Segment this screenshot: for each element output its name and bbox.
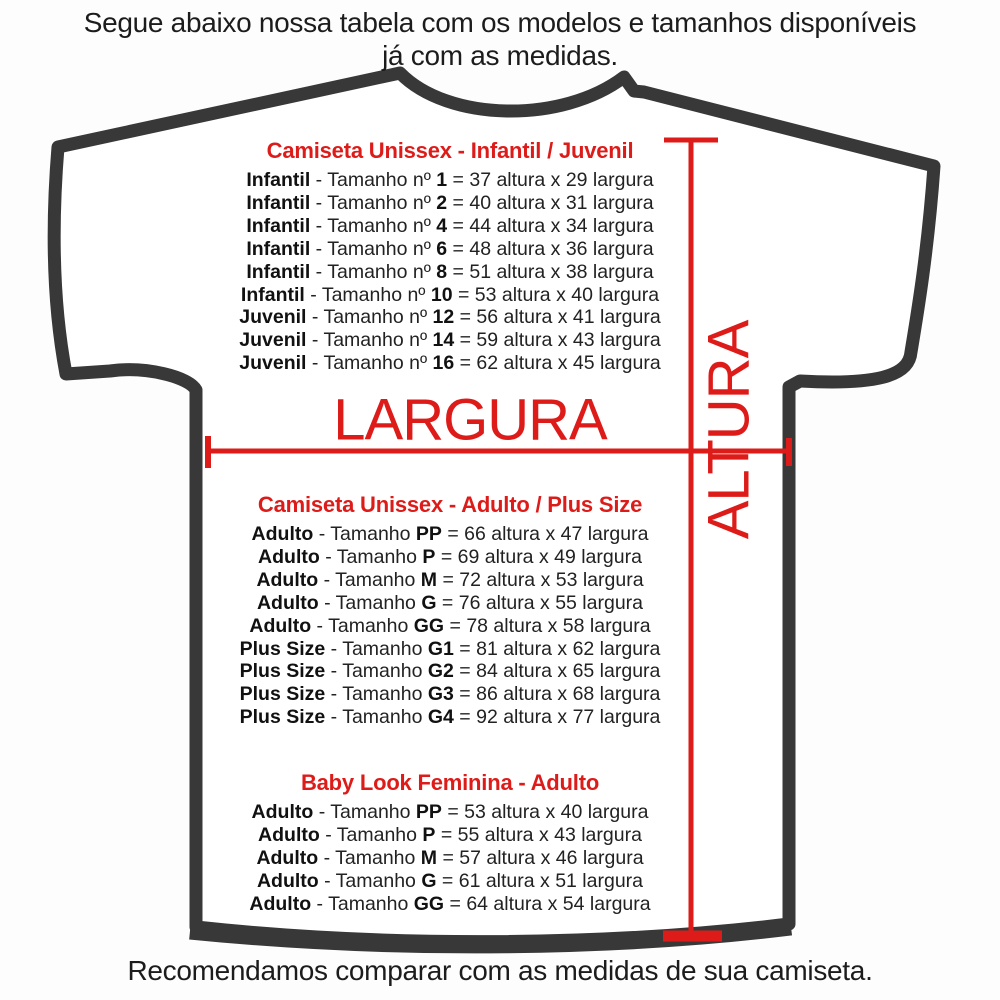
section-title: Baby Look Feminina - Adulto [300,770,600,795]
size-row: Plus Size - Tamanho G2 = 84 altura x 65 largura [239,660,661,683]
size-row: Adulto - Tamanho P = 69 altura x 49 largura [258,545,642,568]
footer-caption: Recomendamos comparar com as medidas de sua camiseta. [127,955,873,986]
header-caption-line2: já com as medidas. [382,40,618,71]
section-title: Camiseta Unissex - Infantil / Juvenil [266,138,634,163]
section-rows [130,169,770,375]
size-row: Juvenil - Tamanho nº 12 = 56 altura x 41 largura [239,306,661,329]
size-row: Juvenil - Tamanho nº 16 = 62 altura x 45 largura [239,352,661,375]
size-row: Adulto - Tamanho M = 72 altura x 53 largura [256,568,644,591]
section-adulto-plus-size [130,492,770,729]
section-infantil-juvenil [130,138,770,375]
size-row: Adulto - Tamanho GG = 64 altura x 54 largura [249,892,651,915]
size-row: Infantil - Tamanho nº 1 = 37 altura x 29 largura [246,169,654,191]
size-row: Infantil - Tamanho nº 6 = 48 altura x 36 largura [246,237,654,260]
size-row: Adulto - Tamanho GG = 78 altura x 58 largura [249,614,651,637]
size-row: Adulto - Tamanho G = 76 altura x 55 largura [256,591,644,614]
size-row: Plus Size - Tamanho G3 = 86 altura x 68 largura [239,683,661,706]
size-row: Infantil - Tamanho nº 8 = 51 altura x 38 largura [246,260,654,283]
size-row: Adulto - Tamanho PP = 66 altura x 47 largura [251,523,649,545]
largura-dimension-label: LARGURA [333,387,607,453]
section-rows [130,801,770,916]
header-caption-line1: Segue abaixo nossa tabela com os modelos e tamanhos disponíveis [83,7,917,38]
header-caption [0,6,1000,72]
size-row: Adulto - Tamanho P = 55 altura x 43 largura [258,823,642,846]
size-row: Adulto - Tamanho PP = 53 altura x 40 largura [251,801,649,823]
size-row: Plus Size - Tamanho G4 = 92 altura x 77 largura [239,706,661,729]
section-rows [130,523,770,729]
section-baby-look [130,770,770,916]
size-row: Infantil - Tamanho nº 2 = 40 altura x 31 largura [246,191,654,214]
size-row: Juvenil - Tamanho nº 14 = 59 altura x 43 largura [239,329,661,352]
size-row: Infantil - Tamanho nº 10 = 53 altura x 40 largura [240,283,660,306]
size-row: Infantil - Tamanho nº 4 = 44 altura x 34 largura [246,214,654,237]
size-row: Plus Size - Tamanho G1 = 81 altura x 62 largura [239,637,661,660]
size-row: Adulto - Tamanho M = 57 altura x 46 largura [256,846,644,869]
altura-dimension-label: ALTURA [696,320,762,540]
section-title: Camiseta Unissex - Adulto / Plus Size [257,492,643,517]
size-row: Adulto - Tamanho G = 61 altura x 51 largura [256,869,644,892]
